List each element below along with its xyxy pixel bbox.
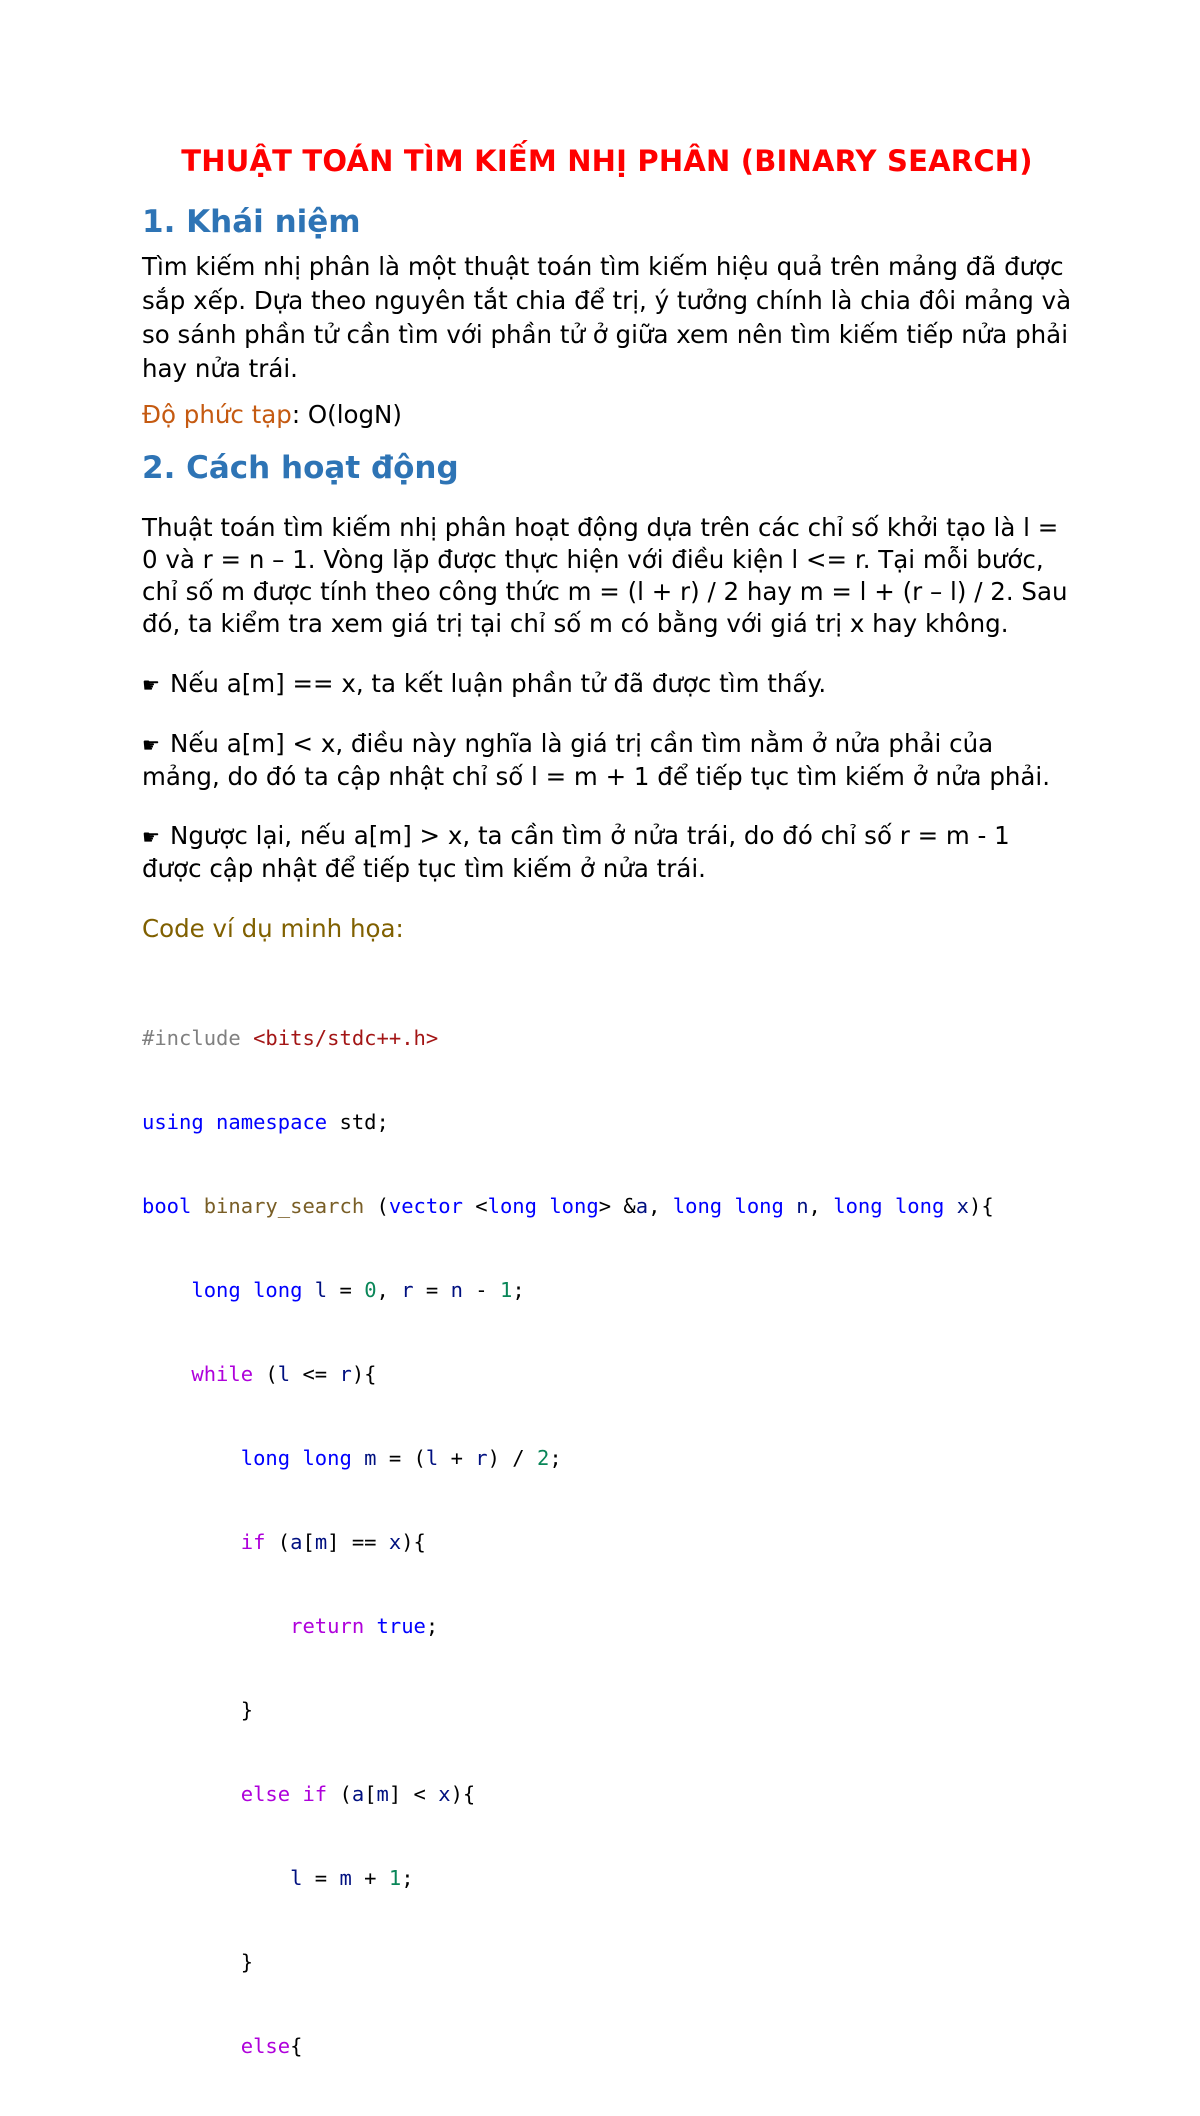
code-token: ( (327, 1782, 352, 1806)
code-token: 1 (388, 1866, 402, 1890)
code-token: while (191, 1362, 254, 1386)
code-token: ; (401, 1866, 414, 1890)
code-token: + (351, 1866, 389, 1890)
code-token: m (351, 1446, 377, 1470)
code-token: ){ (401, 1530, 426, 1554)
complexity-label: Độ phức tạp (142, 400, 292, 429)
code-token: [ (302, 1530, 315, 1554)
code-token: ){ (450, 1782, 476, 1806)
code-token: = ( (376, 1446, 426, 1470)
code-token: true (364, 1614, 426, 1638)
code-token: <= (290, 1362, 340, 1386)
code-line (142, 1696, 1072, 1724)
code-token: = (413, 1278, 451, 1302)
code-block (142, 968, 1072, 2116)
code-token: r (401, 1278, 414, 1302)
code-token: std; (327, 1110, 389, 1134)
code-line (142, 1360, 1072, 1388)
code-token: l (425, 1446, 439, 1470)
code-token: ; (425, 1614, 439, 1638)
code-token: long long (672, 1194, 784, 1218)
code-token: r (339, 1362, 352, 1386)
code-line (142, 1948, 1072, 1976)
code-token: ) / (487, 1446, 537, 1470)
bullet-text: Nếu a[m] < x, điều này nghĩa là giá trị cần tìm nằm ở nửa phải của mảng, do đó ta cập nhật chỉ số l = m + 1 để tiếp tục tìm kiếm ở nửa phải. (142, 729, 1051, 791)
pointing-hand-icon: ☛ (142, 673, 160, 697)
code-token: ( (265, 1530, 291, 1554)
bullet-text: Ngược lại, nếu a[m] > x, ta cần tìm ở nửa trái, do đó chỉ số r = m - 1 được cập nhật để tiếp tục tìm kiếm ở nửa trái. (142, 821, 1010, 883)
code-token: { (290, 2034, 303, 2058)
code-line (142, 1192, 1072, 1220)
code-token: - (462, 1278, 500, 1302)
code-token: ( (364, 1194, 389, 1218)
code-line (142, 1108, 1072, 1136)
section-heading-how-it-works: 2. Cách hoạt động (142, 450, 459, 486)
code-token: a (290, 1530, 303, 1554)
code-token: > & (598, 1194, 636, 1218)
bullet-item (142, 728, 1072, 793)
code-token: long long (240, 1446, 352, 1470)
code-token: using namespace (142, 1110, 328, 1134)
code-token: else (240, 2034, 291, 2058)
code-token: long long (833, 1194, 945, 1218)
code-token: , (648, 1194, 673, 1218)
code-token: n (783, 1194, 809, 1218)
complexity-line (142, 398, 1072, 432)
code-token: n (450, 1278, 463, 1302)
concept-paragraph: Tìm kiếm nhị phân là một thuật toán tìm kiếm hiệu quả trên mảng đã được sắp xếp. Dựa theo nguyên tắt chia để trị, ý tưởng chính là chia đôi mảng và so sánh phần tử cần tìm với phần tử ở giữa xem nên tìm kiếm tiếp nửa phải hay nửa trái. (142, 252, 1072, 383)
bullet-text: Nếu a[m] == x, ta kết luận phần tử đã được tìm thấy. (170, 669, 827, 698)
code-token: 0 (364, 1278, 377, 1302)
code-token: ; (549, 1446, 562, 1470)
code-token: long long (191, 1278, 303, 1302)
code-token: x (944, 1194, 970, 1218)
code-token: x (438, 1782, 451, 1806)
code-example-title: Code ví dụ minh họa: (142, 914, 404, 943)
code-token: m (376, 1782, 389, 1806)
code-line (142, 1276, 1072, 1304)
code-token: 1 (499, 1278, 513, 1302)
bullet-item (142, 668, 1072, 701)
code-token: <bits/stdc++.h> (253, 1026, 439, 1050)
code-token: ){ (969, 1194, 994, 1218)
code-line (142, 1780, 1072, 1808)
document-title: THUẬT TOÁN TÌM KIẾM NHỊ PHÂN (BINARY SEARCH) (181, 144, 1033, 178)
code-token: vector (388, 1194, 463, 1218)
complexity-value: : O(logN) (291, 400, 402, 429)
code-token: if (240, 1530, 266, 1554)
code-token: #include (142, 1026, 254, 1050)
code-token: l (302, 1278, 328, 1302)
section-heading-concept: 1. Khái niệm (142, 204, 361, 240)
code-line (142, 1864, 1072, 1892)
bullet-item (142, 820, 1072, 885)
code-token: r (475, 1446, 488, 1470)
code-token: binary_search (191, 1194, 365, 1218)
pointing-hand-icon: ☛ (142, 825, 160, 849)
code-token: l (290, 1866, 303, 1890)
code-token: return (290, 1614, 365, 1638)
code-token: = (302, 1866, 340, 1890)
document-page (142, 140, 1072, 2116)
code-token: [ (364, 1782, 377, 1806)
code-token: } (240, 1698, 254, 1722)
code-token: m (314, 1530, 328, 1554)
code-token: m (339, 1866, 352, 1890)
code-line (142, 1528, 1072, 1556)
code-token: ( (253, 1362, 278, 1386)
code-token: 2 (537, 1446, 550, 1470)
code-token: } (240, 1950, 254, 1974)
code-token: else if (240, 1782, 328, 1806)
code-line (142, 2032, 1072, 2060)
code-token: ] < (388, 1782, 439, 1806)
code-token: a (635, 1194, 649, 1218)
how-it-works-paragraph: Thuật toán tìm kiếm nhị phân hoạt động dựa trên các chỉ số khởi tạo là l = 0 và r = n – 1. Vòng lặp được thực hiện với điều kiện l <= r. Tại mỗi bước, chỉ số m được tính theo công thức m = (l + r) / 2 hay m = l + (r – l) / 2. Sau đó, ta kiểm tra xem giá trị tại chỉ số m có bằng với giá trị x hay không. (142, 513, 1068, 638)
code-token: < (462, 1194, 488, 1218)
code-line (142, 1612, 1072, 1640)
code-token: a (351, 1782, 365, 1806)
code-token: + (438, 1446, 476, 1470)
code-token: x (388, 1530, 402, 1554)
code-token: , (376, 1278, 402, 1302)
code-token: l (277, 1362, 291, 1386)
code-line (142, 1444, 1072, 1472)
code-line (142, 1024, 1072, 1052)
code-token: ){ (351, 1362, 377, 1386)
code-token: , (808, 1194, 834, 1218)
code-token: ; (512, 1278, 525, 1302)
code-token: long long (487, 1194, 599, 1218)
pointing-hand-icon: ☛ (142, 733, 160, 757)
code-token: ] == (327, 1530, 389, 1554)
code-token: bool (142, 1194, 192, 1218)
code-token: = (327, 1278, 365, 1302)
